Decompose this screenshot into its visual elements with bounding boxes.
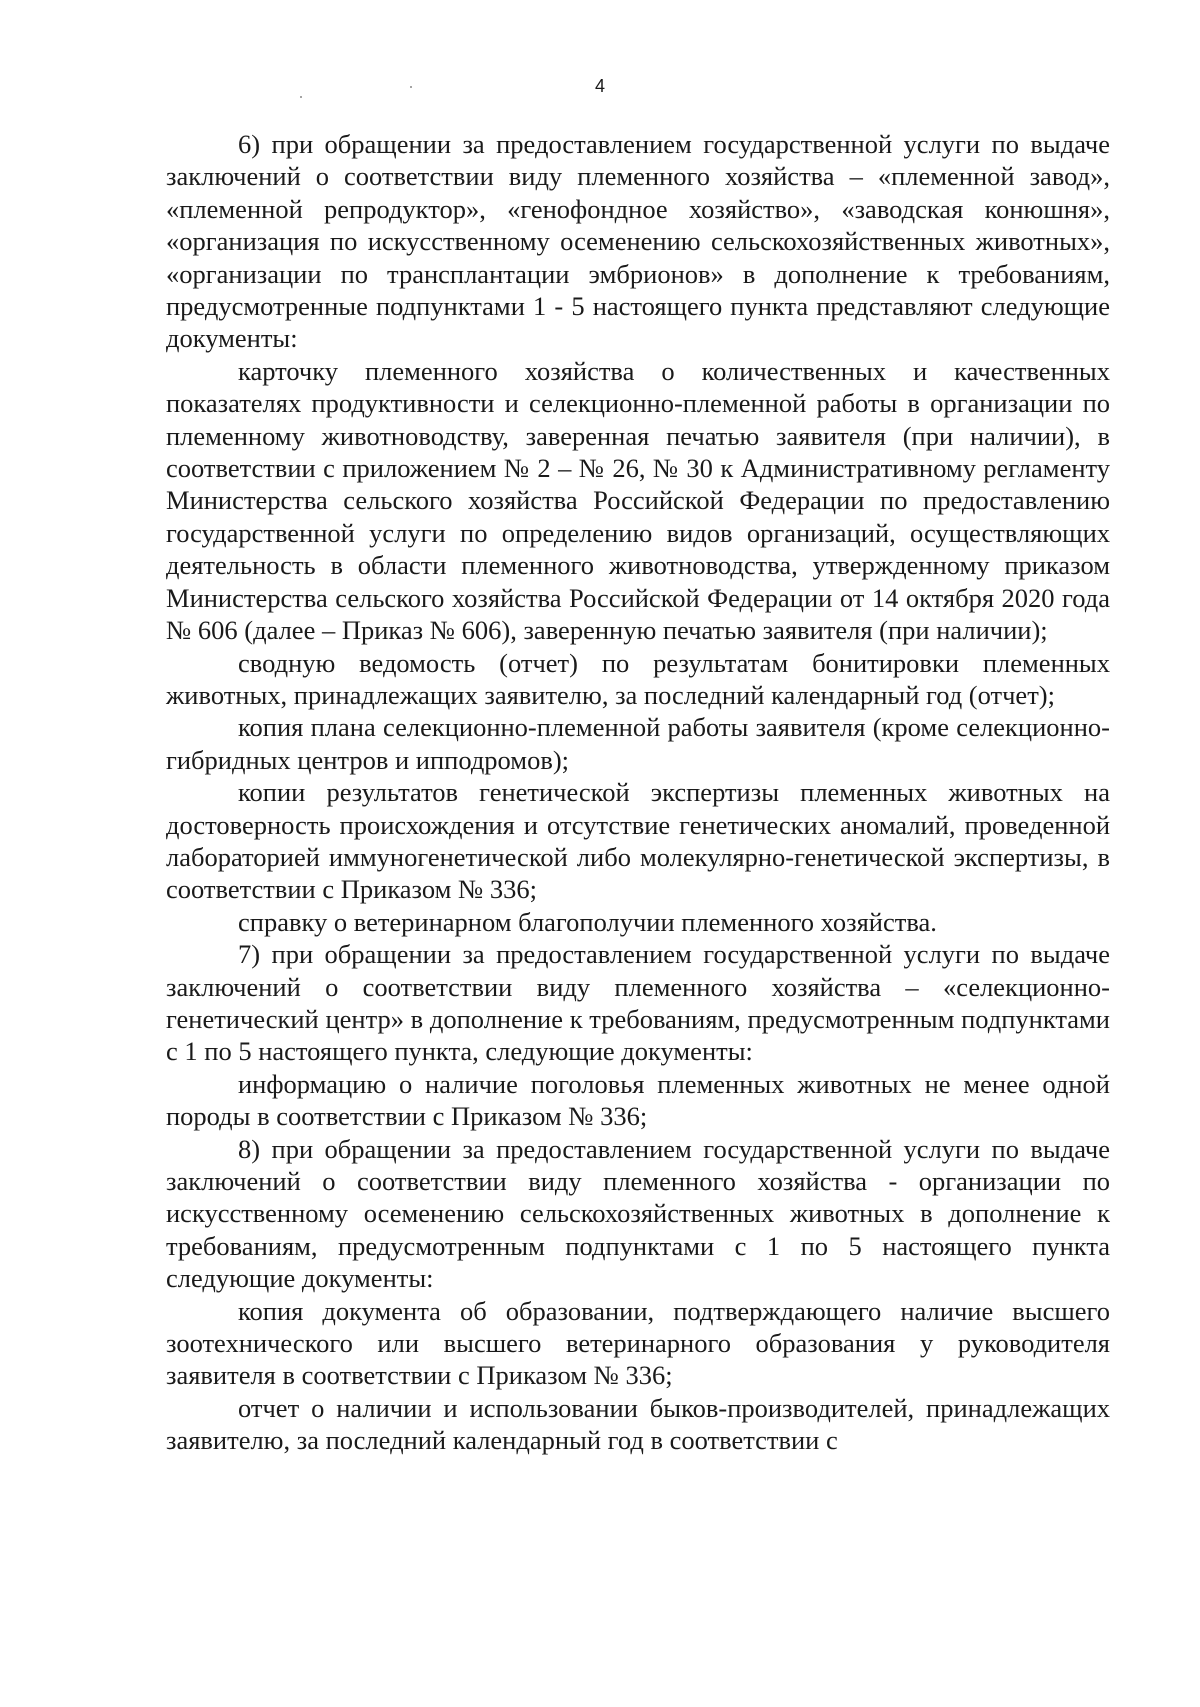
scan-speck xyxy=(410,86,412,88)
document-body xyxy=(166,128,1110,1457)
paragraph-genetic-expertise: копии результатов генетической экспертизы племенных животных на достоверность происхождения и отсутствие генетических аномалий, проведенной лабораторией иммуногенетической либо молекулярно-генетической экспертизы, в соответствии с Приказом № 336; xyxy=(166,777,1110,905)
paragraph-item-7: 7) при обращении за предоставлением государственной услуги по выдаче заключений о соответствии виду племенного хозяйства – «селекционно-генетический центр» в дополнение к требованиям, предусмотренным подпунктами с 1 по 5 настоящего пункта, следующие документы: xyxy=(166,939,1110,1067)
paragraph-item-8: 8) при обращении за предоставлением государственной услуги по выдаче заключений о соответствии виду племенного хозяйства - организации по искусственному осеменению сельскохозяйственных животных в дополнение к требованиям, предусмотренным подпунктами с 1 по 5 настоящего пункта следующие документы: xyxy=(166,1133,1110,1294)
paragraph-education-document: копия документа об образовании, подтверждающего наличие высшего зоотехнического или высшего ветеринарного образования у руководителя заявителя в соответствии с Приказом № 336; xyxy=(166,1295,1110,1391)
paragraph-livestock-info: информацию о наличие поголовья племенных животных не менее одной породы в соответствии с Приказом № 336; xyxy=(166,1068,1110,1132)
paragraph-summary-statement: сводную ведомость (отчет) по результатам бонитировки племенных животных, принадлежащих заявителю, за последний календарный год (отчет); xyxy=(166,647,1110,710)
paragraph-item-6: 6) при обращении за предоставлением государственной услуги по выдаче заключений о соответствии виду племенного хозяйства – «племенной завод», «племенной репродуктор», «генофондное хозяйство», «заводская конюшня», «организация по искусственному осеменению сельскохозяйственных животных», «организации по трансплантации эмбрионов» в дополнение к требованиям, предусмотренные подпунктами 1 - 5 настоящего пункта представляют следующие документы: xyxy=(166,129,1110,354)
paragraph-bull-report: отчет о наличии и использовании быков-производителей, принадлежащих заявителю, за последний календарный год в соответствии с xyxy=(166,1392,1110,1456)
scan-speck xyxy=(300,96,302,98)
paragraph-veterinary-certificate: справку о ветеринарном благополучии племенного хозяйства. xyxy=(238,906,937,937)
page-number: 4 xyxy=(594,76,605,96)
paragraph-breeding-farm-card: карточку племенного хозяйства о количественных и качественных показателях продуктивности и селекционно-племенной работы в организации по племенному животноводству, заверенная печатью заявителя (при наличии), в соответствии с приложением № 2 – № 26, № 30 к Административному регламенту Министерства сельского хозяйства Российской Федерации по предоставлению государственной услуги по определению видов организаций, осуществляющих деятельность в области племенного животноводства, утвержденному приказом Министерства сельского хозяйства Российской Федерации от 14 октября 2020 года № 606 (далее – Приказ № 606), заверенную печатью заявителя (при наличии); xyxy=(166,355,1110,646)
paragraph-breeding-plan-copy: копия плана селекционно-племенной работы заявителя (кроме селекционно-гибридных центров и ипподромов); xyxy=(166,712,1110,775)
